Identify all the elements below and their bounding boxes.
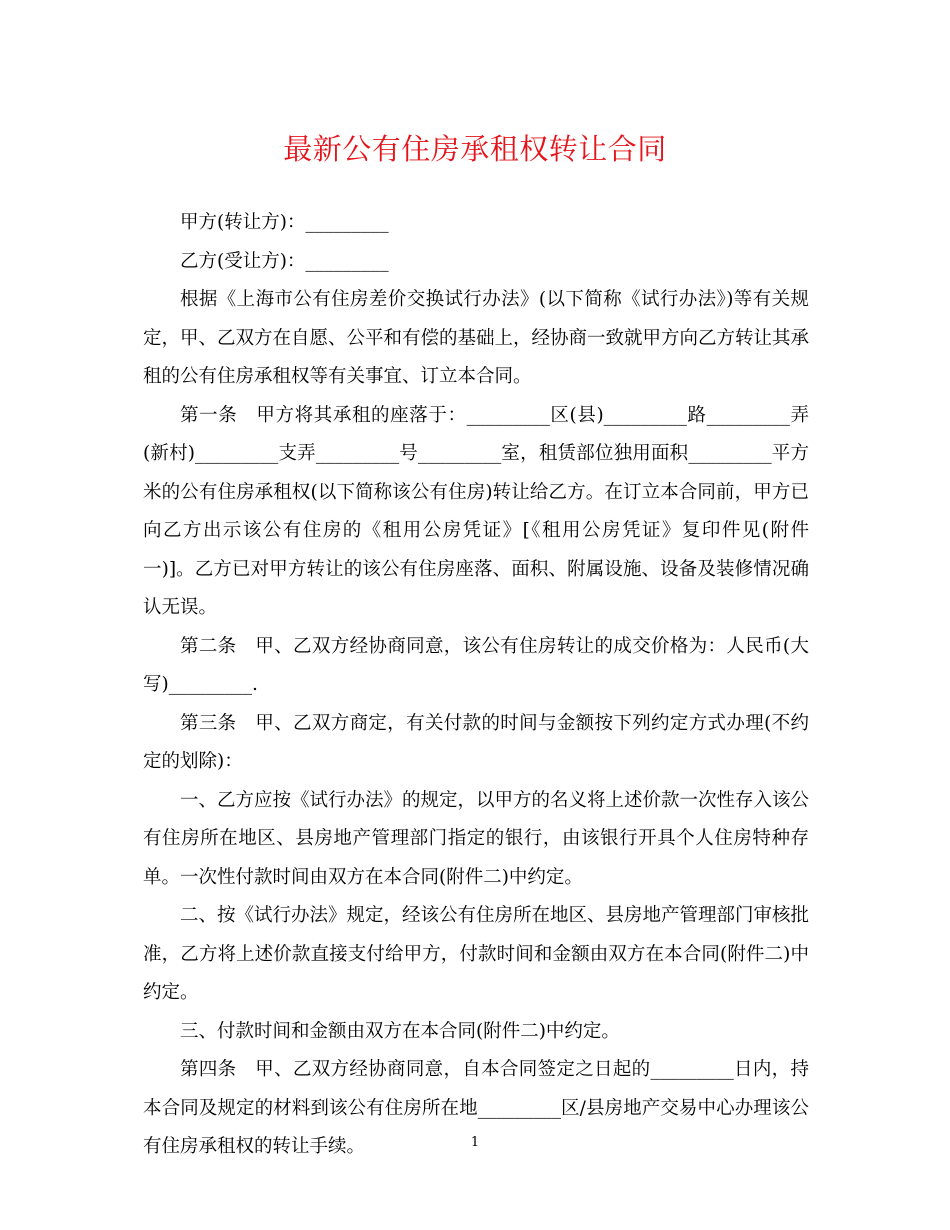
article-3-paragraph: 第三条 甲、乙双方商定，有关付款的时间与金额按下列约定方式办理(不约定的划除)：	[143, 712, 809, 772]
article-1-paragraph: 第一条 甲方将其承租的座落于：_________区(县)_________路_________弄(新村)_________支弄_________号_________室，租赁部位独用面积_________平方米的公有住房承租权(以下简称该公有住房)转让给乙方。在订立本合同前，甲方已向乙方出示该公有住房的《租用公房凭证》[《租用公房凭证》复印件见(附件一)]。乙方已对甲方转让的该公有住房座落、面积、附属设施、设备及装修情况确认无误。	[143, 404, 809, 618]
article-2-paragraph: 第二条 甲、乙双方经协商同意，该公有住房转让的成交价格为：人民币(大写)_________.	[143, 635, 809, 695]
payment-option-2: 二、按《试行办法》规定，经该公有住房所在地区、县房地产管理部门审核批准，乙方将上述价款直接支付给甲方，付款时间和金额由双方在本合同(附件二)中约定。	[143, 905, 810, 1003]
article-4-paragraph: 第四条 甲、乙双方经协商同意，自本合同签定之日起的_________日内，持本合同及规定的材料到该公有住房所在地_________区/县房地产交易中心办理该公有住房承租权的转让手续。	[143, 1059, 809, 1157]
preamble-paragraph: 根据《上海市公有住房差价交换试行办法》(以下简称《试行办法》)等有关规定，甲、乙双方在自愿、公平和有偿的基础上，经协商一致就甲方向乙方转让其承租的公有住房承租权等有关事宜、订立本合同。	[143, 289, 810, 387]
party-a-line: 甲方(转让方)：_________	[180, 212, 389, 233]
payment-option-1: 一、乙方应按《试行办法》的规定，以甲方的名义将上述价款一次性存入该公有住房所在地区、县房地产管理部门指定的银行，由该银行开具个人住房特种存单。一次性付款时间由双方在本合同(附件二)中约定。	[143, 789, 810, 888]
document-body	[143, 204, 809, 1167]
payment-option-3: 三、付款时间和金额由双方在本合同(附件二)中约定。	[180, 1020, 620, 1042]
document-title: 最新公有住房承租权转让合同	[283, 132, 667, 166]
party-b-line: 乙方(受让方)：_________	[180, 250, 389, 272]
page-number: 1	[470, 1135, 480, 1150]
